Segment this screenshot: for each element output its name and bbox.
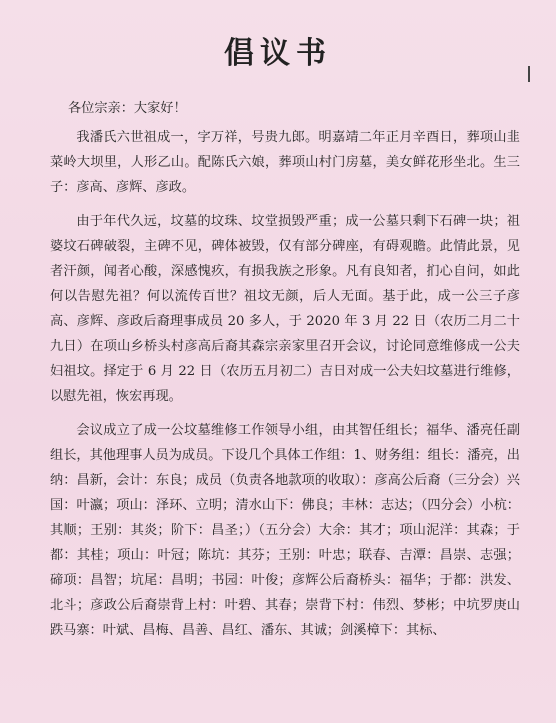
paragraph-3: 会议成立了成一公坟墓维修工作领导小组，由其智任组长；福华、潘亮任副组长，其他理事人员为成员。下设几个具体工作组：1、财务组：组长：潘亮，出纳：昌新，会计：东良；成员（负责各地款项的收取）：彦高公后裔（三分会）兴国：叶瀛；项山：泽环、立明；清水山下：佛良；丰林：志达；（四分会）小杭：其顺；王别：其炎；阶下：昌圣；）（五分会）大余：其才；项山泥洋：其森；于都：其桂；项山：叶冠；陈坑：其芬；王别：叶忠；联春、吉潭：昌崇、志强；碲项：昌智；坑尾：昌明；书园：叶俊；彦辉公后裔桥头：福华；于都：洪发、北斗；彦政公后裔崇背上村：叶碧、其春；崇背下村：伟烈、梦彬；中坑罗庚山跌马寨：叶斌、昌梅、昌善、昌红、潘东、其诚；剑溪樟下：其标、 [50, 423, 520, 638]
document-title: 倡议书 [224, 36, 332, 71]
document-body [50, 96, 520, 652]
paragraph-2: 由于年代久远，坟墓的坟珠、坟堂损毁严重；成一公墓只剩下石碑一块；祖婆坟石碑破裂，主碑不见，碑体被毁，仅有部分碑座，有碍观瞻。此情此景，见者汗颜，闻者心酸，深感愧疚，有损我族之形象。凡有良知者，扪心自问，如此何以告慰先祖？何以流传百世？祖坟无颜，后人无面。基于此，成一公三子彦高、彦辉、彦政后裔理事成员 20 多人，于 2020 年 3 月 22 日（农历二月二十九日）在项山乡桥头村彦高后裔其森宗亲家里召开会议，讨论同意维修成一公夫妇祖坟。择定于 6 月 22 日（农历五月初二）吉日对成一公夫妇坟墓进行维修，以慰先祖，恢宏再现。 [50, 214, 520, 404]
pen-mark [528, 66, 530, 82]
greeting: 各位宗亲：大家好！ [68, 101, 187, 116]
paragraph-1: 我潘氏六世祖成一，字万祥，号贵九郎。明嘉靖二年正月辛酉日，葬项山韭菜岭大坝里，人形乙山。配陈氏六娘，葬项山村门房墓，美女鲜花形坐北。生三子：彦高、彦辉、彦政。 [50, 130, 520, 195]
